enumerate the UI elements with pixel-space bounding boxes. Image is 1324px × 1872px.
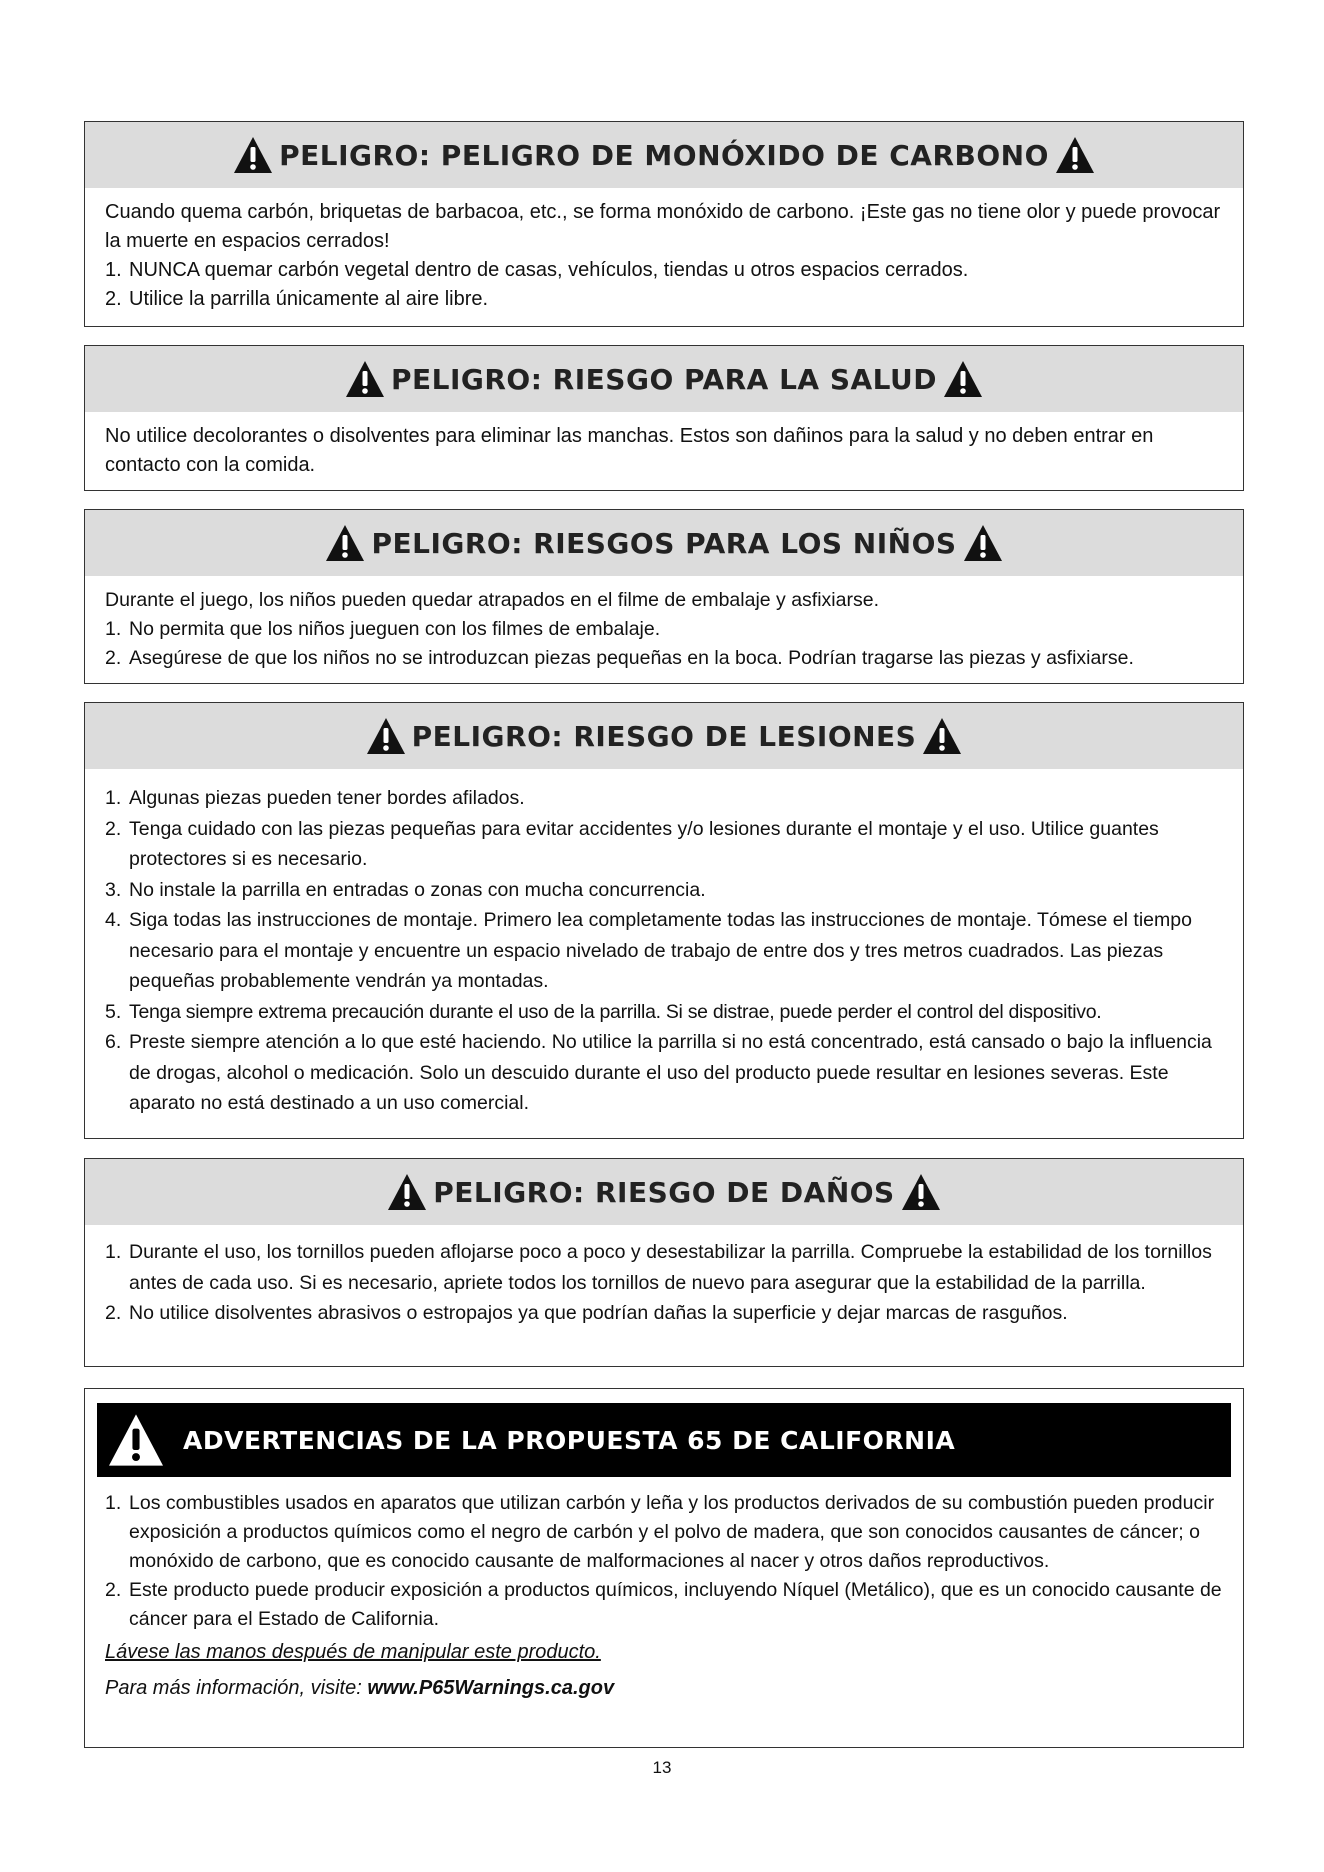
warning-header — [85, 122, 1243, 188]
list-item: 2. Tenga cuidado con las piezas pequeñas para evitar accidentes y/o lesiones durante el montaje y el uso. Utilice guantes protectores si es necesario. — [105, 817, 1159, 870]
warning-body — [85, 576, 1243, 683]
warning-triangle-icon — [366, 717, 406, 755]
warning-intro: Cuando quema carbón, briquetas de barbacoa, etc., se forma monóxido de carbono. ¡Este gas no tiene olor y puede provocar la muerte en espacios cerrados! — [105, 201, 1221, 252]
list-item: 3. No instale la parrilla en entradas o zonas con mucha concurrencia. — [105, 878, 706, 901]
list-item: 2. Asegúrese de que los niños no se introduzcan piezas pequeñas en la boca. Podrían tragarse las piezas y asfixiarse. — [105, 647, 1134, 669]
list-item: 5. Tenga siempre extrema precaución durante el uso de la parrilla. Si se distrae, puede perder el control del dispositivo. — [105, 1000, 1102, 1023]
warning-box-health — [84, 345, 1244, 491]
list-item: 2. Este producto puede producir exposición a productos químicos, incluyendo Níquel (Metálico), que es un conocido causante de cáncer para el Estado de California. — [105, 1579, 1222, 1630]
prop65-title: ADVERTENCIAS DE LA PROPUESTA 65 DE CALIFORNIA — [183, 1425, 956, 1455]
prop65-header — [97, 1403, 1231, 1477]
warning-box-injuries — [84, 702, 1244, 1139]
warning-header — [85, 346, 1243, 412]
warning-title: PELIGRO: RIESGO DE DAÑOS — [433, 1175, 895, 1209]
warning-body — [85, 188, 1243, 324]
list-item: 6. Preste siempre atención a lo que esté haciendo. No utilice la parrilla si no está concentrado, está cansado o bajo la influencia de drogas, alcohol o medicación. Solo un descuido durante el uso del producto puede resultar en lesiones severas. Este aparato no está destinado a un uso comercial. — [105, 1031, 1212, 1114]
warning-triangle-icon — [387, 1173, 427, 1211]
warning-triangle-icon — [233, 136, 273, 174]
list-item: 1. Durante el uso, los tornillos pueden aflojarse poco a poco y desestabilizar la parrilla. Compruebe la estabilidad de los tornillos antes de cada uso. Si es necesario, apriete todos los tornillos de nuevo para asegurar que la estabilidad de la parrilla. — [105, 1241, 1212, 1294]
warning-triangle-icon — [107, 1413, 165, 1467]
list-item: 2. No utilice disolventes abrasivos o estropajos ya que podrían dañas la superficie y dejar marcas de rasguños. — [105, 1302, 1068, 1324]
warning-header — [85, 703, 1243, 769]
warning-triangle-icon — [943, 360, 983, 398]
prop65-body — [85, 1477, 1243, 1716]
list-item: 1. Los combustibles usados en aparatos que utilizan carbón y leña y los productos derivados de su combustión pueden producir exposición a productos químicos como el negro de carbón y el polvo de madera, que son conocidos causantes de cáncer; o monóxido de carbono, que es conocido causante de malformaciones al nacer y otros daños reproductivos. — [105, 1492, 1215, 1572]
warning-intro: Durante el juego, los niños pueden quedar atrapados en el filme de embalaje y asfixiarse. — [105, 589, 879, 611]
list-item: 2. Utilice la parrilla únicamente al aire libre. — [105, 288, 489, 310]
more-info-line — [105, 1670, 1223, 1706]
prop65-box — [84, 1388, 1244, 1748]
warning-intro: No utilice decolorantes o disolventes para eliminar las manchas. Estos son dañinos para la salud y no deben entrar en contacto con la comida. — [105, 425, 1154, 476]
warning-header — [85, 510, 1243, 576]
warning-body — [85, 1225, 1243, 1339]
warning-triangle-icon — [325, 524, 365, 562]
warning-title: PELIGRO: PELIGRO DE MONÓXIDO DE CARBONO — [279, 138, 1049, 172]
warning-triangle-icon — [345, 360, 385, 398]
warning-title: PELIGRO: RIESGOS PARA LOS NIÑOS — [371, 526, 957, 560]
warning-body — [85, 769, 1243, 1129]
warning-triangle-icon — [963, 524, 1003, 562]
warning-body — [85, 412, 1243, 490]
warning-triangle-icon — [1055, 136, 1095, 174]
warning-box-damage — [84, 1158, 1244, 1367]
p65-website-link[interactable]: www.P65Warnings.ca.gov — [367, 1677, 615, 1699]
warning-triangle-icon — [922, 717, 962, 755]
warning-title: PELIGRO: RIESGO PARA LA SALUD — [390, 362, 938, 396]
more-info-label: Para más información, visite: — [105, 1677, 368, 1699]
warning-header — [85, 1159, 1243, 1225]
page-number: 13 — [652, 1758, 672, 1777]
list-item: 4. Siga todas las instrucciones de montaje. Primero lea completamente todas las instrucciones de montaje. Tómese el tiempo necesario para el montaje y encuentre un espacio nivelado de trabajo de entre dos y tres metros cuadrados. Las piezas pequeñas probablemente vendrán ya montadas. — [105, 909, 1192, 992]
warning-box-carbon-monoxide — [84, 121, 1244, 327]
warning-box-children — [84, 509, 1244, 684]
warning-triangle-icon — [901, 1173, 941, 1211]
list-item: 1. Algunas piezas pueden tener bordes afilados. — [105, 787, 525, 809]
list-item: 1. NUNCA quemar carbón vegetal dentro de casas, vehículos, tiendas u otros espacios cerrados. — [105, 259, 969, 281]
warning-title: PELIGRO: RIESGO DE LESIONES — [411, 719, 917, 753]
wash-hands-note: Lávese las manos después de manipular este producto. — [105, 1641, 601, 1663]
list-item: 1. No permita que los niños jueguen con los filmes de embalaje. — [105, 618, 661, 640]
